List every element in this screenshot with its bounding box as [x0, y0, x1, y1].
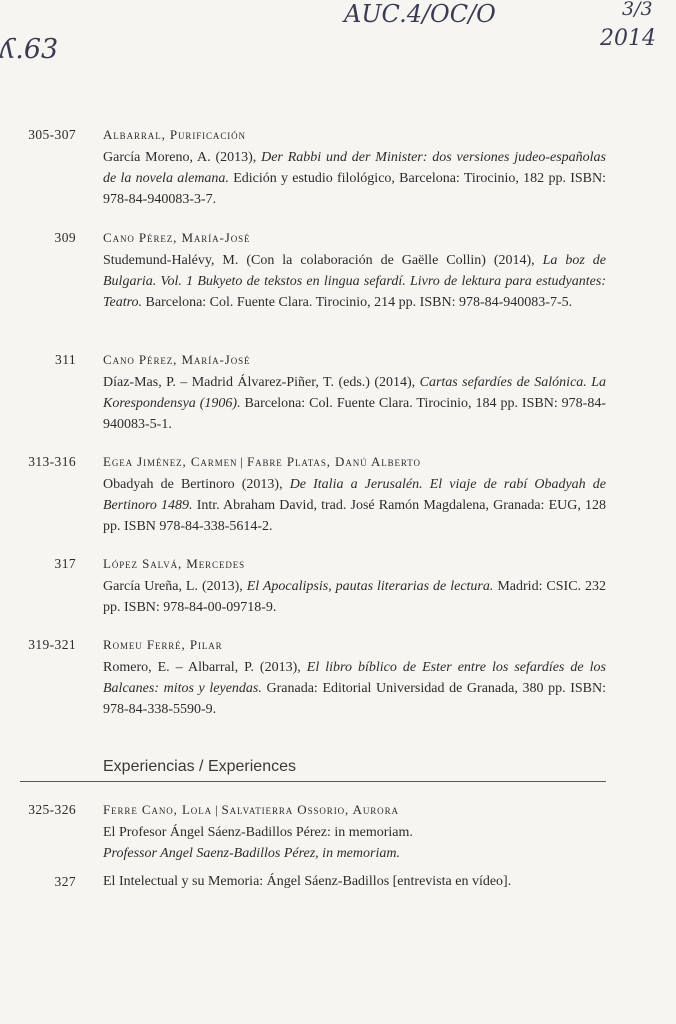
page-range: 317	[54, 556, 76, 571]
reviewer-name: Albarral, Purificación	[103, 127, 246, 142]
reviewer-name: Romeu Ferré, Pilar	[103, 637, 223, 652]
reviewer-name: López Salvá, Mercedes	[103, 556, 246, 571]
page-range: 309	[54, 230, 76, 245]
page-range: 305-307	[28, 127, 76, 142]
section-heading: Experiencias / Experiences	[103, 758, 296, 775]
reviewer-name: Cano Pérez, María-José	[103, 230, 251, 245]
page-range: 327	[54, 874, 76, 889]
article-title: El Profesor Ángel Sáenz-Badillos Pérez: in memoriam.	[103, 825, 413, 840]
handwritten-fraction: 3/3	[622, 0, 653, 20]
page-range: 311	[55, 352, 76, 367]
page-range: 313-316	[28, 454, 76, 469]
book-reference: Díaz-Mas, P. – Madrid Álvarez-Piñer, T. (eds.) (2014), Cartas sefardíes de Salónica. La Korespondensya (1906). Barcelona: Col. Fuente Clara. Tirocinio, 184 pp. ISBN: 978-84-940083-5-1.	[103, 375, 606, 432]
book-reference: Romero, E. – Albarral, P. (2013), El libro bíblico de Ester entre los sefardíes de los Balcanes: mitos y leyendas. Granada: Editorial Universidad de Granada, 380 pp. ISBN: 978-84-338-5590-9.	[103, 660, 606, 717]
page-range: 319-321	[28, 637, 76, 652]
book-reference: Studemund-Halévy, M. (Con la colaboración de Gaëlle Collin) (2014), La boz de Bulgaria. Vol. 1 Bukyeto de tekstos en lingua sefardí. Livro de lektura para estudyantes: Teatro. Barcelona: Col. Fuente Clara. Tirocinio, 214 pp. ISBN: 978-84-940083-7-5.	[103, 253, 606, 310]
article-title: El Intelectual y su Memoria: Ángel Sáenz-Badillos [entrevista en vídeo].	[103, 874, 512, 889]
handwritten-shelfmark: AUC.4/OC/O	[344, 0, 496, 28]
reviewer-names: Egea Jiménez, Carmen | Fabre Platas, Danú Alberto	[103, 454, 421, 469]
section-divider	[20, 781, 606, 782]
book-reference: García Ureña, L. (2013), El Apocalipsis, pautas literarias de lectura. Madrid: CSIC. 232 pp. ISBN: 978-84-00-09718-9.	[103, 579, 607, 615]
reviewer-name: Cano Pérez, María-José	[103, 352, 251, 367]
book-reference: Obadyah de Bertinoro (2013), De Italia a Jerusalén. El viaje de rabí Obadyah de Bertinoro 1489. Intr. Abraham David, trad. José Ramón Magdalena, Granada: EUG, 128 pp. ISBN 978-84-338-5614-2.	[103, 477, 607, 534]
page-range: 325-326	[28, 802, 76, 817]
handwritten-page-note: ʎ.63	[0, 34, 59, 65]
handwritten-year: 2014	[600, 26, 656, 51]
book-reference: García Moreno, A. (2013), Der Rabbi und der Minister: dos versiones judeo-españolas de la novela alemana. Edición y estudio filológico, Barcelona: Tirocinio, 182 pp. ISBN: 978-84-940083-3-7.	[103, 150, 606, 207]
author-names: Ferre Cano, Lola | Salvatierra Ossorio, Aurora	[103, 802, 399, 817]
article-title-english: Professor Angel Saenz-Badillos Pérez, in memoriam.	[103, 846, 400, 861]
